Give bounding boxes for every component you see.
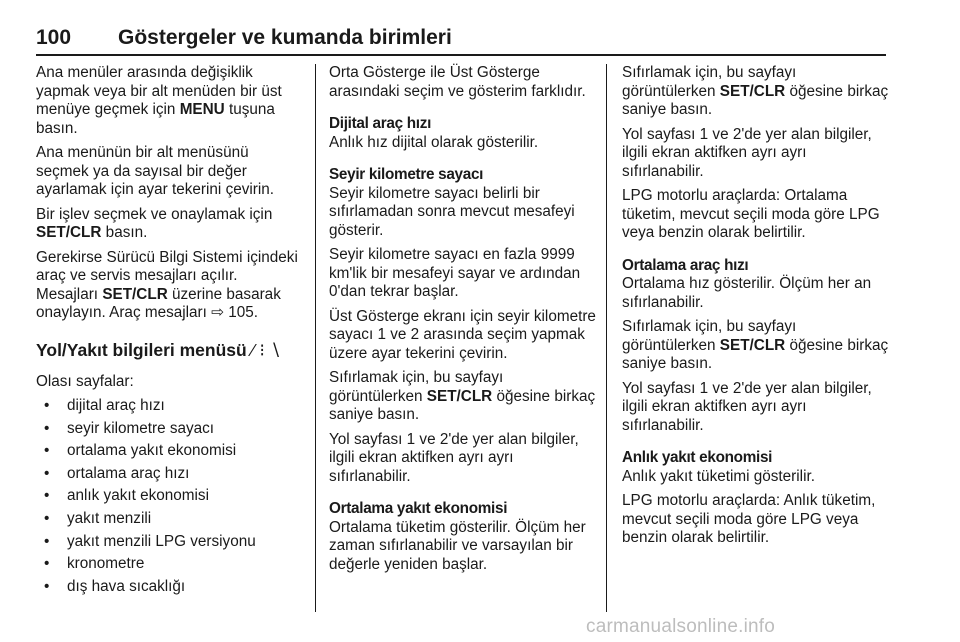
- column-divider-1: [315, 64, 316, 612]
- subheading-trip-odometer: Seyir kilometre sayacı: [329, 166, 484, 183]
- paragraph: Anlık hız dijital olarak gösterilir.: [329, 133, 539, 151]
- paragraph: Anlık yakıt tüketimi gösterilir.: [622, 467, 815, 485]
- subheading-instant-fuel: Anlık yakıt ekonomisi: [622, 449, 773, 466]
- list-item: • yakıt menzili: [36, 510, 302, 533]
- subheading-average-fuel: Ortalama yakıt ekonomisi: [329, 500, 508, 517]
- paragraph: Ortalama hız gösterilir. Ölçüm her an sıfırlanabilir.: [622, 275, 872, 311]
- set-clr-key: SET/CLR: [102, 285, 168, 303]
- page-header: [36, 26, 886, 56]
- page-reference: 105.: [228, 304, 259, 321]
- header-rule: [36, 54, 886, 56]
- list-item: • dijital araç hızı: [36, 397, 302, 420]
- set-clr-key: SET/CLR: [36, 224, 102, 241]
- pages-list: [36, 397, 302, 600]
- paragraph: Yol sayfası 1 ve 2'de yer alan bilgiler, ilgili ekran aktifken ayrı ayrı sıfırlanabilir.: [622, 125, 872, 180]
- paragraph: Ortalama tüketim gösterilir. Ölçüm her zaman sıfırlanabilir ve varsayılan bir değerle yeniden başlar.: [329, 518, 586, 573]
- paragraph-adjust-wheel: Ana menünün bir alt menüsünü seçmek ya da sayısal bir değer ayarlamak için ayar tekerini çevirin.: [36, 144, 275, 198]
- column-3: [622, 64, 892, 554]
- list-item: • kronometre: [36, 555, 302, 578]
- paragraph-reset: Sıfırlamak için, bu sayfayı görüntülerken SET/CLR öğesine birkaç saniye basın.: [622, 64, 889, 118]
- column-2: [329, 64, 597, 580]
- menu-key: MENU: [179, 101, 225, 118]
- page-reference-icon: ⇨: [211, 304, 224, 321]
- list-item: • yakıt menzili LPG versiyonu: [36, 533, 302, 556]
- set-clr-key: SET/CLR: [719, 336, 786, 354]
- paragraph: LPG motorlu araçlarda: Ortalama tüketim, mevcut seçili moda göre LPG veya benzin olarak belirtilir.: [622, 187, 880, 241]
- paragraph: Yol sayfası 1 ve 2'de yer alan bilgiler, ilgili ekran aktifken ayrı ayrı sıfırlanabilir.: [329, 430, 579, 485]
- list-item: • seyir kilometre sayacı: [36, 420, 302, 443]
- paragraph: LPG motorlu araçlarda: Anlık tüketim, mevcut seçili moda göre LPG veya benzin olarak belirtilir.: [622, 492, 876, 546]
- page-title: Göstergeler ve kumanda birimleri: [118, 26, 452, 49]
- trip-fuel-icon: ⁄ ⁝ ∖: [251, 339, 281, 360]
- column-1: [36, 64, 302, 600]
- paragraph: Seyir kilometre sayacı belirli bir sıfırlamadan sonra mevcut mesafeyi gösterir.: [329, 184, 575, 239]
- list-item: • dış hava sıcaklığı: [36, 578, 302, 601]
- paragraph-menu: Ana menüler arasında değişiklik yapmak veya bir alt menüden bir üst menüye geçmek için MENU tuşuna basın.: [36, 64, 282, 137]
- set-clr-key: SET/CLR: [426, 387, 493, 405]
- list-item: • anlık yakıt ekonomisi: [36, 487, 302, 510]
- page-number: 100: [36, 26, 72, 49]
- subheading-average-speed: Ortalama araç hızı: [622, 256, 749, 274]
- list-item: • ortalama araç hızı: [36, 465, 302, 488]
- set-clr-key: SET/CLR: [719, 82, 786, 100]
- list-item: • ortalama yakıt ekonomisi: [36, 442, 302, 465]
- column-divider-2: [606, 64, 607, 612]
- section-heading: Yol/Yakıt bilgileri menüsü ⁄ ⁝ ∖: [36, 339, 281, 360]
- paragraph-display-diff: Orta Gösterge ile Üst Gösterge arasındaki seçim ve gösterim farklıdır.: [329, 64, 586, 100]
- paragraph-select: Bir işlev seçmek ve onaylamak için SET/CLR basın.: [36, 205, 273, 241]
- pages-intro: Olası sayfalar:: [36, 372, 134, 390]
- paragraph-reset: Sıfırlamak için, bu sayfayı görüntülerken SET/CLR öğesine birkaç saniye basın.: [622, 318, 889, 372]
- paragraph: Seyir kilometre sayacı en fazla 9999 km'lik bir mesafeyi sayar ve ardından 0'dan tekrar başlar.: [329, 246, 581, 300]
- watermark: carmanualsonline.info: [586, 616, 776, 637]
- paragraph-messages: Gerekirse Sürücü Bilgi Sistemi içindeki araç ve servis mesajları açılır. Mesajları SET/CLR üzerine basarak onaylayın. Araç mesajları ⇨ 105.: [36, 248, 298, 321]
- subheading-digital-speed: Dijital araç hızı: [329, 115, 432, 132]
- paragraph-reset: Sıfırlamak için, bu sayfayı görüntülerken SET/CLR öğesine birkaç saniye basın.: [329, 369, 596, 423]
- paragraph: Yol sayfası 1 ve 2'de yer alan bilgiler, ilgili ekran aktifken ayrı ayrı sıfırlanabilir.: [622, 379, 872, 434]
- paragraph: Üst Gösterge ekranı için seyir kilometre sayacı 1 ve 2 arasında seçim yapmak üzere ayar tekerini çevirin.: [329, 307, 596, 362]
